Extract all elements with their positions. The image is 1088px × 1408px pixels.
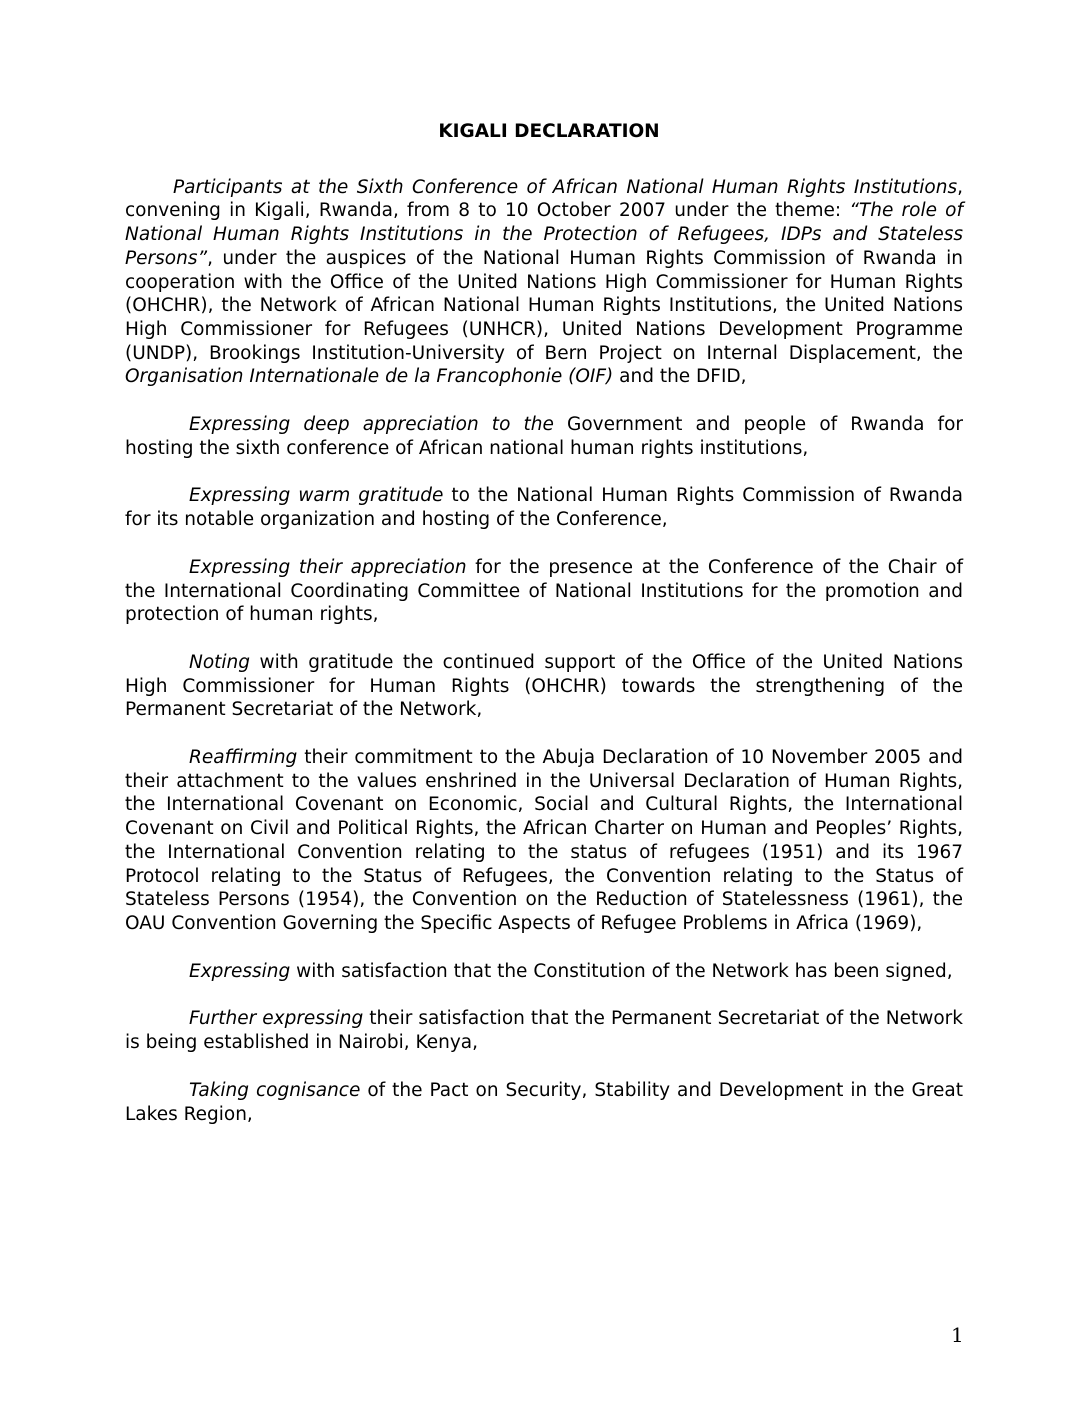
preamble-paragraph-presence [125,556,963,627]
body-text: of the Pact on Security, Stability and Development in the Great Lakes Region, [125,1079,963,1125]
preamble-paragraph-constitution [125,960,963,984]
italic-text: Organisation Internationale de la Francophonie (OIF) [125,366,614,388]
body-text: and the DFID, [613,366,747,388]
italic-text: Noting [189,651,251,673]
preamble-paragraph-appreciation [125,413,963,460]
italic-text: Taking cognisance [189,1079,361,1101]
page-number: 1 [951,1323,964,1347]
italic-text: Expressing warm gratitude [189,485,444,507]
body-text: for the presence at the Conference of the Chair of the International Coordinating Committee of National Institutions for the promotion and protection of human rights, [125,556,963,626]
body-text: , under the auspices of the National Human Rights Commission of Rwanda in cooperation with the Office of the United Nations High Commissioner for Human Rights (OHCHR), the Network of African National Human Rights Institutions, the United Nations High Commissioner for Refugees (UNHCR), United Nations Development Programme (UNDP), Brookings Institution-University of Bern Project on Internal Displacement, the [125,247,963,364]
body-text: their commitment to the Abuja Declaration of 10 November 2005 and their attachment to the values enshrined in the Universal Declaration of Human Rights, the International Covenant on Economic, Social and Cultural Rights, the International Covenant on Civil and Political Rights, the African Charter on Human and Peoples’ Rights, the International Convention relating to the status of refugees (1951) and its 1967 Protocol relating to the Status of Refugees, the Convention relating to the Status of Stateless Persons (1954), the Convention on the Reduction of Statelessness (1961), the OAU Convention Governing the Specific Aspects of Refugee Problems in Africa (1969), [125,747,963,934]
italic-text: Participants at the Sixth Conference of African National Human Rights Institutions [173,176,958,198]
preamble-paragraph-cognisance [125,1079,963,1126]
document-body [125,120,963,1150]
italic-text: Expressing deep appreciation to the [189,414,554,436]
italic-text: Further expressing [189,1008,364,1030]
preamble-paragraph-reaffirming [125,746,963,936]
italic-text: Expressing their appreciation [189,556,467,578]
italic-text: “The role of National Human Rights Institutions in the Protection of Refugees, IDPs and Stateless Persons” [125,200,963,269]
preamble-paragraph-gratitude [125,484,963,531]
italic-text: Expressing [189,960,291,982]
body-text: to the National Human Rights Commission of Rwanda for its notable organization and hosting of the Conference, [125,485,963,531]
body-text: , convening in Kigali, Rwanda, from 8 to 10 October 2007 under the theme: [125,176,963,222]
body-text: their satisfaction that the Permanent Secretariat of the Network is being established in Nairobi, Kenya, [125,1008,963,1054]
body-text: with satisfaction that the Constitution of the Network has been signed, [290,960,953,982]
body-text: with gratitude the continued support of the Office of the United Nations High Commissioner for Human Rights (OHCHR) towards the strengthening of the Permanent Secretariat of the Network, [125,651,963,721]
document-title: KIGALI DECLARATION [438,121,660,142]
italic-text: Reaffirming [189,747,298,769]
body-text: Government and people of Rwanda for hosting the sixth conference of African national human rights institutions, [125,414,963,459]
preamble-paragraph-noting [125,651,963,722]
preamble-paragraph-participants [125,176,963,389]
preamble-paragraph-secretariat [125,1007,963,1054]
